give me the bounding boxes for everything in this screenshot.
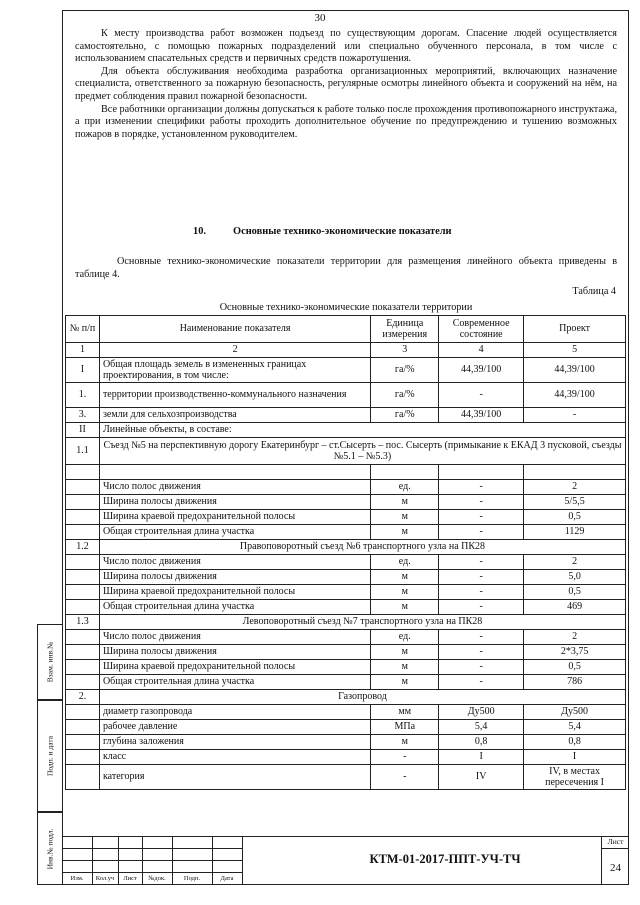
- table-cell: Ширина полосы движения: [99, 645, 370, 660]
- table-cell: -: [371, 750, 439, 765]
- table-row: [66, 555, 626, 570]
- table-cell: -: [524, 408, 626, 423]
- blank-cell: [66, 480, 100, 495]
- table-cell: -: [439, 660, 524, 675]
- table-cell: категория: [99, 765, 370, 790]
- table-cell: м: [371, 525, 439, 540]
- table-row: [66, 660, 626, 675]
- table-row: [66, 570, 626, 585]
- column-number-cell: 3: [371, 343, 439, 358]
- table-cell: 2: [524, 480, 626, 495]
- table-cell: 2: [524, 630, 626, 645]
- side-label-signature: Подп. и дата: [37, 700, 63, 812]
- table-cell: Число полос движения: [99, 480, 370, 495]
- document-code: КТМ-01-2017-ППТ-УЧ-ТЧ: [369, 852, 521, 866]
- sheet-number: 24: [610, 862, 621, 874]
- blank-cell: [66, 630, 100, 645]
- section-title-cell: Газопровод: [99, 690, 625, 705]
- section-number: 10.: [193, 226, 206, 237]
- table-cell: класс: [99, 750, 370, 765]
- table-cell: 0,5: [524, 660, 626, 675]
- table-label: Таблица 4: [572, 286, 616, 297]
- stamp-column-label: Изм.: [70, 875, 84, 882]
- blank-cell: [66, 645, 100, 660]
- page-number: 30: [314, 12, 326, 24]
- table-row: [66, 383, 626, 408]
- blank-cell: [439, 465, 524, 480]
- table-cell: 5,0: [524, 570, 626, 585]
- table-cell: Ширина полосы движения: [99, 495, 370, 510]
- section-number-cell: 1.2: [66, 540, 100, 555]
- table-cell: I: [439, 750, 524, 765]
- table-cell: 1.: [66, 383, 100, 408]
- table-row: [66, 645, 626, 660]
- table-cell: Ширина краевой предохранительной полосы: [99, 510, 370, 525]
- table-cell: 786: [524, 675, 626, 690]
- column-number-cell: 2: [99, 343, 370, 358]
- table-cell: 2*3,75: [524, 645, 626, 660]
- table-row: [66, 750, 626, 765]
- section-title: Основные технико-экономические показатели: [233, 226, 452, 237]
- table-cell: 5/5,5: [524, 495, 626, 510]
- table-cell: земли для сельхозпроизводства: [99, 408, 370, 423]
- table-cell: 44,39/100: [524, 358, 626, 383]
- blank-cell: [66, 675, 100, 690]
- table-cell: -: [371, 765, 439, 790]
- table-cell: м: [371, 585, 439, 600]
- table-cell: 44,39/100: [524, 383, 626, 408]
- paragraph-2: Для объекта обслуживания необходима разработка организационных мероприятий, включающих назначение специалиста, ответственного за пожарную безопасность, регулярные осмотры линейного объекта и сооружений на нём, на предмет соблюдения правил пожарной безопасности.: [75, 65, 617, 102]
- header-cell: Единица измерения: [371, 316, 439, 343]
- table-cell: 3.: [66, 408, 100, 423]
- table-cell: Число полос движения: [99, 555, 370, 570]
- table-cell: м: [371, 600, 439, 615]
- table-cell: 0,5: [524, 585, 626, 600]
- table-cell: ед.: [371, 630, 439, 645]
- table-cell: -: [439, 645, 524, 660]
- table-cell: рабочее давление: [99, 720, 370, 735]
- table-cell: 44,39/100: [439, 408, 524, 423]
- table-cell: 5,4: [439, 720, 524, 735]
- table-row: [66, 585, 626, 600]
- section-row: [66, 690, 626, 705]
- header-cell: № п/п: [66, 316, 100, 343]
- table-row: [66, 675, 626, 690]
- table-row: [66, 358, 626, 383]
- table-caption: Основные технико-экономические показатели территории: [219, 302, 473, 313]
- blank-cell: [371, 465, 439, 480]
- section-title-cell: Правоповоротный съезд №6 транспортного узла на ПК28: [99, 540, 625, 555]
- blank-cell: [66, 525, 100, 540]
- table-cell: -: [439, 495, 524, 510]
- section-row: [66, 615, 626, 630]
- title-block: [62, 836, 629, 885]
- section-row: [66, 438, 626, 465]
- table-cell: -: [439, 510, 524, 525]
- table-row: [66, 765, 626, 790]
- table-row: [66, 630, 626, 645]
- side-label-replacement: Взам. инв.№: [37, 624, 63, 700]
- stamp-column-label: №док.: [148, 875, 166, 882]
- table-cell: Общая строительная длина участка: [99, 600, 370, 615]
- table-row: [66, 720, 626, 735]
- column-number-cell: 1: [66, 343, 100, 358]
- table-cell: -: [439, 525, 524, 540]
- blank-cell: [66, 765, 100, 790]
- table-cell: Общая площадь земель в измененных границах проектирования, в том числе:: [99, 358, 370, 383]
- table-cell: IV: [439, 765, 524, 790]
- table-cell: м: [371, 495, 439, 510]
- table-cell: 0,8: [524, 735, 626, 750]
- table-cell: -: [439, 675, 524, 690]
- table-cell: Общая строительная длина участка: [99, 675, 370, 690]
- table-cell: Ду500: [439, 705, 524, 720]
- header-cell: Проект: [524, 316, 626, 343]
- table-cell: -: [439, 555, 524, 570]
- stamp-column-label: Кол.уч: [95, 875, 115, 882]
- side-label-inventory: Инв.№ подл.: [37, 812, 63, 885]
- table-cell: глубина заложения: [99, 735, 370, 750]
- table-cell: -: [439, 600, 524, 615]
- stamp-column-label: Дата: [220, 875, 234, 882]
- section-number-cell: 2.: [66, 690, 100, 705]
- table-cell: I: [524, 750, 626, 765]
- table-cell: м: [371, 510, 439, 525]
- section-number-cell: 1.1: [66, 438, 100, 465]
- blank-cell: [66, 600, 100, 615]
- blank-cell: [66, 735, 100, 750]
- table-cell: территории производственно-коммунального назначения: [99, 383, 370, 408]
- table-cell: 469: [524, 600, 626, 615]
- header-cell: Наименование показателя: [99, 316, 370, 343]
- table-cell: IV, в местах пересечения I: [524, 765, 626, 790]
- table-cell: -: [439, 480, 524, 495]
- section-number-cell: 1.3: [66, 615, 100, 630]
- sheet-label: Лист: [607, 837, 624, 846]
- table-cell: 44,39/100: [439, 358, 524, 383]
- table-header-row: [66, 316, 626, 343]
- table-cell: 5,4: [524, 720, 626, 735]
- table-cell: -: [439, 630, 524, 645]
- table-cell: м: [371, 645, 439, 660]
- table-cell: га/%: [371, 408, 439, 423]
- blank-cell: [66, 705, 100, 720]
- table-row: [66, 495, 626, 510]
- paragraph-3: Все работники организации должны допускаться к работе только после прохождения противопожарного инструктажа, а при изменении специфики работы проходить дополнительное обучение по предупреждению и тушению возможных пожаров в порядке, установленном руководителем.: [75, 103, 617, 140]
- table-cell: м: [371, 675, 439, 690]
- body-text: [75, 28, 617, 141]
- table-cell: диаметр газопровода: [99, 705, 370, 720]
- table-cell: -: [439, 585, 524, 600]
- table-cell: -: [439, 570, 524, 585]
- table-cell: мм: [371, 705, 439, 720]
- section-row: [66, 540, 626, 555]
- table-cell: МПа: [371, 720, 439, 735]
- table-cell: 2: [524, 555, 626, 570]
- blank-cell: [66, 570, 100, 585]
- header-cell: Современное состояние: [439, 316, 524, 343]
- blank-cell: [66, 660, 100, 675]
- blank-cell: [66, 495, 100, 510]
- table-cell: Общая строительная длина участка: [99, 525, 370, 540]
- table-number-row: [66, 343, 626, 358]
- column-number-cell: 5: [524, 343, 626, 358]
- table-row: [66, 408, 626, 423]
- table-row: [66, 735, 626, 750]
- table-row: [66, 600, 626, 615]
- table-row: [66, 423, 626, 438]
- blank-row: [66, 465, 626, 480]
- table-cell: I: [66, 358, 100, 383]
- blank-cell: [66, 465, 100, 480]
- table-row: [66, 705, 626, 720]
- table-cell: 0,8: [439, 735, 524, 750]
- table-cell: м: [371, 660, 439, 675]
- table-cell: Ширина краевой предохранительной полосы: [99, 660, 370, 675]
- stamp-column-label: Подп.: [183, 875, 201, 882]
- paragraph-1: К месту производства работ возможен подъезд по существующим дорогам. Спасение людей осуществляется самостоятельно, с помощью пожарных подразделений или специально обученного персонала, в том числе с использованием спасательных средств и первичных средств пожаротушения.: [75, 28, 617, 65]
- table-cell: Ширина краевой предохранительной полосы: [99, 585, 370, 600]
- table-cell: Число полос движения: [99, 630, 370, 645]
- table-cell: ед.: [371, 480, 439, 495]
- blank-cell: [66, 720, 100, 735]
- table-cell: II: [66, 423, 100, 438]
- table-cell: м: [371, 570, 439, 585]
- blank-cell: [66, 510, 100, 525]
- column-number-cell: 4: [439, 343, 524, 358]
- section-title-cell: Левоповоротный съезд №7 транспортного узла на ПК28: [99, 615, 625, 630]
- table-cell: ед.: [371, 555, 439, 570]
- intro-paragraph: Основные технико-экономические показатели территории для размещения линейного объекта приведены в таблице 4.: [75, 256, 617, 280]
- table-cell: 1129: [524, 525, 626, 540]
- stamp-column-label: Лист: [123, 875, 137, 882]
- blank-cell: [524, 465, 626, 480]
- table-row: [66, 480, 626, 495]
- table-cell: 0,5: [524, 510, 626, 525]
- blank-cell: [66, 555, 100, 570]
- indicators-table: [65, 315, 626, 790]
- table-cell: м: [371, 735, 439, 750]
- table-cell: га/%: [371, 383, 439, 408]
- table-cell: га/%: [371, 358, 439, 383]
- table-cell: Ширина полосы движения: [99, 570, 370, 585]
- blank-cell: [66, 750, 100, 765]
- blank-cell: [99, 465, 370, 480]
- table-cell: Линейные объекты, в составе:: [99, 423, 625, 438]
- table-row: [66, 510, 626, 525]
- table-row: [66, 525, 626, 540]
- table-cell: -: [439, 383, 524, 408]
- section-title-cell: Съезд №5 на перспективную дорогу Екатеринбург – ст.Сысерть – пос. Сысерть (примыкание к ЕКАД 3 пусковой, съезды №5.1 – №5.3): [99, 438, 625, 465]
- blank-cell: [66, 585, 100, 600]
- table-cell: Ду500: [524, 705, 626, 720]
